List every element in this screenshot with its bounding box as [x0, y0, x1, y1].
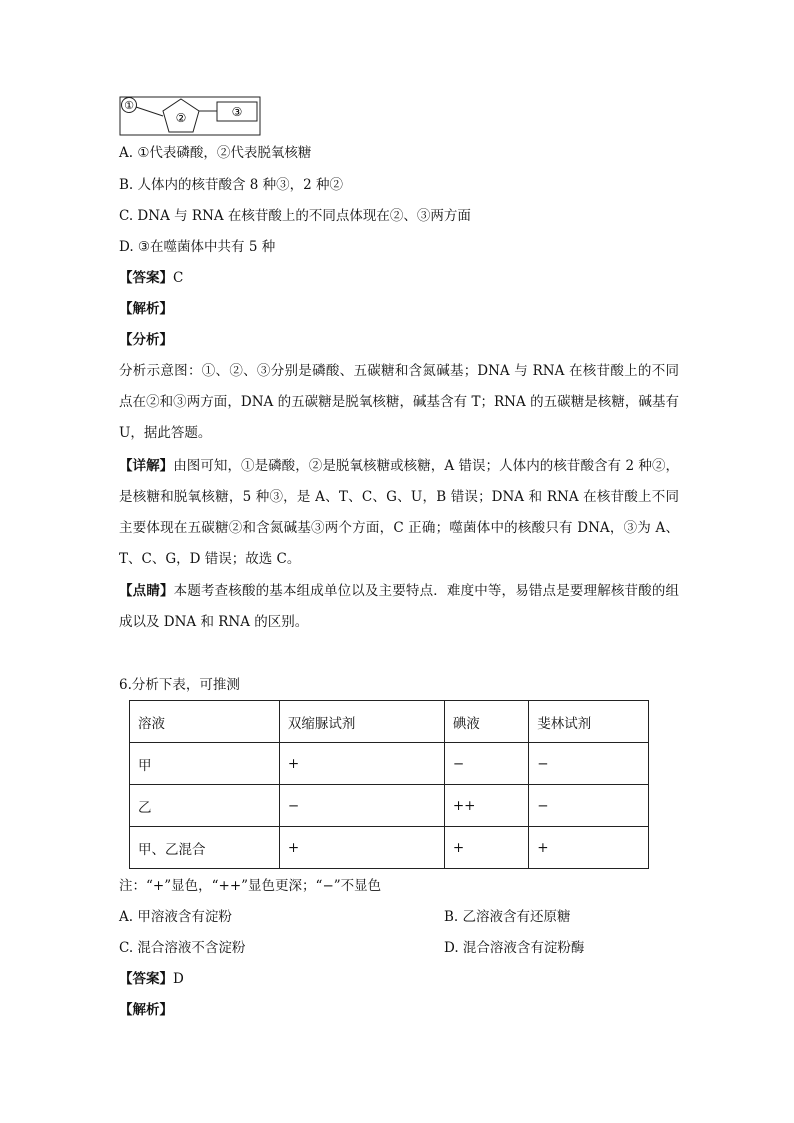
dianjing-tag: 【点睛】 — [119, 583, 174, 599]
table-cell: + — [529, 827, 649, 869]
q6-note: 注：“+”显色，“++”显色更深；“−”不显色 — [119, 878, 382, 894]
table-cell: − — [529, 785, 649, 827]
table-row — [130, 785, 649, 827]
table-row — [130, 827, 649, 869]
table-cell: − — [444, 743, 528, 785]
table-cell: 乙 — [130, 785, 280, 827]
nucleotide-diagram — [119, 96, 261, 136]
nucleotide-diagram-svg — [119, 96, 261, 136]
q6-option-a: A. 甲溶液含有淀粉 — [119, 909, 232, 925]
table-header-cell: 双缩脲试剂 — [279, 701, 444, 743]
q5-option-a: A. ①代表磷酸，②代表脱氧核糖 — [119, 145, 312, 161]
table-cell: 甲 — [130, 743, 280, 785]
q5-option-b: B. 人体内的核苷酸含 8 种③，2 种② — [119, 177, 344, 193]
table-row — [130, 743, 649, 785]
table-header-cell: 溶液 — [130, 701, 280, 743]
q6-option-b: B. 乙溶液含有还原糖 — [444, 909, 571, 925]
table-cell: − — [529, 743, 649, 785]
table-header-cell: 斐林试剂 — [529, 701, 649, 743]
table-cell: 甲、乙混合 — [130, 827, 280, 869]
q5-option-c: C. DNA 与 RNA 在核苷酸上的不同点体现在②、③两方面 — [119, 208, 471, 224]
q5-jiexi-tag: 【解析】 — [119, 301, 173, 317]
answer-tag: 【答案】 — [119, 971, 173, 987]
table-cell: − — [279, 785, 444, 827]
q5-xiangjie — [119, 451, 679, 575]
diagram-label-1: ① — [124, 99, 134, 112]
q5-answer — [119, 268, 183, 288]
answer-value: D — [173, 971, 184, 987]
q6-stem: 6.分析下表，可推测 — [119, 677, 240, 693]
table-cell: + — [279, 827, 444, 869]
q5-dianjing — [119, 576, 679, 638]
q5-fenxi-text: 分析示意图：①、②、③分别是磷酸、五碳糖和含氮碱基；DNA 与 RNA 在核苷酸上的不同点在②和③两方面，DNA 的五碳糖是脱氧核糖，碱基含有 T；RNA 的五碳糖是核糖，碱基有 U，据此答题。 — [119, 363, 679, 441]
dianjing-text: 本题考查核酸的基本组成单位以及主要特点．难度中等，易错点是要理解核苷酸的组成以及 DNA 和 RNA 的区别。 — [119, 583, 680, 630]
xiangjie-text: 由图可知，①是磷酸，②是脱氧核糖或核糖，A 错误；人体内的核苷酸含有 2 种②，是核糖和脱氧核糖，5 种③，是 A、T、C、G、U，B 错误；DNA 和 RNA 在核苷酸上不同主要体现在五碳糖②和含氮碱基③两个方面，C 正确；噬菌体中的核酸只有 DNA，③为 A、T、C、G，D 错误；故选 C。 — [119, 458, 680, 567]
xiangjie-tag: 【详解】 — [119, 458, 174, 474]
diagram-label-2: ② — [175, 111, 187, 125]
q6-option-d: D. 混合溶液含有淀粉酶 — [444, 940, 585, 956]
answer-tag: 【答案】 — [119, 270, 173, 286]
q5-fenxi-tag: 【分析】 — [119, 332, 173, 348]
table-cell: + — [279, 743, 444, 785]
table-cell: ++ — [444, 785, 528, 827]
q5-option-d: D. ③在噬菌体中共有 5 种 — [119, 239, 276, 255]
table-header-cell: 碘液 — [444, 701, 528, 743]
q6-answer — [119, 969, 184, 989]
table-header-row — [130, 701, 649, 743]
diagram-label-3: ③ — [231, 105, 243, 119]
q6-option-c: C. 混合溶液不含淀粉 — [119, 940, 246, 956]
reagent-table — [129, 700, 649, 869]
table-cell: + — [444, 827, 528, 869]
answer-value: C — [173, 270, 184, 286]
q6-jiexi-tag: 【解析】 — [119, 1002, 173, 1018]
